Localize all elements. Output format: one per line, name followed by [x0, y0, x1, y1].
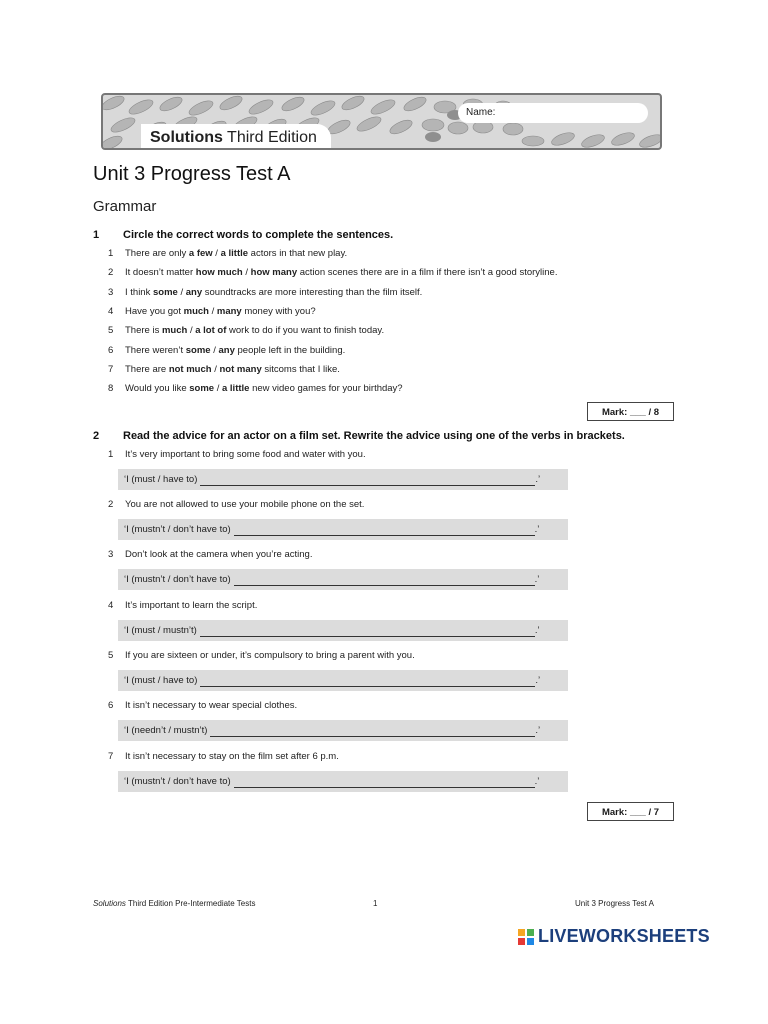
answer-bar	[118, 720, 568, 741]
item-text: It’s important to learn the script.	[125, 600, 258, 611]
item-text-after: money with you?	[241, 306, 316, 317]
brand-bold: Solutions	[150, 129, 223, 146]
question-2-heading	[93, 430, 625, 442]
item-text-after: work to do if you want to finish today.	[226, 325, 385, 336]
answer-prompt: ‘I (mustn’t / don’t have to)	[124, 574, 231, 585]
q2-item	[108, 650, 415, 661]
item-text-before: Have you got	[125, 306, 184, 317]
page-title: Unit 3 Progress Test A	[93, 163, 291, 185]
item-text-before: Would you like	[125, 383, 190, 394]
option-separator: /	[242, 267, 251, 278]
q1-item	[108, 306, 316, 317]
answer-bar	[118, 670, 568, 691]
item-number: 4	[108, 306, 114, 317]
item-number: 5	[108, 325, 114, 336]
item-number: 1	[108, 449, 114, 460]
item-text: Don’t look at the camera when you’re acting.	[125, 549, 313, 560]
option-separator: /	[210, 345, 219, 356]
item-number: 7	[108, 364, 114, 375]
name-label: Name:	[466, 107, 496, 118]
item-number: 1	[108, 248, 114, 259]
option-a[interactable]: not much	[168, 364, 212, 375]
question-number: 1	[93, 229, 100, 241]
item-text-after: new video games for your birthday?	[249, 383, 403, 394]
answer-prompt: ‘I (needn’t / mustn’t)	[124, 725, 208, 736]
option-a[interactable]: much	[183, 306, 209, 317]
name-field[interactable]	[458, 103, 648, 123]
item-text-after: soundtracks are more interesting than the film itself.	[202, 287, 423, 298]
question-instruction: Circle the correct words to complete the sentences.	[123, 229, 394, 241]
item-number: 3	[108, 549, 114, 560]
answer-end: .’	[534, 625, 540, 636]
item-text-before: There is	[125, 325, 162, 336]
item-text-after: sitcoms that I like.	[261, 364, 340, 375]
item-number: 3	[108, 287, 114, 298]
option-b[interactable]: any	[185, 287, 203, 298]
q1-item	[108, 248, 347, 259]
item-text-after: action scenes there are in a film if there isn’t a good storyline.	[297, 267, 558, 278]
option-a[interactable]: some	[189, 383, 215, 394]
item-text-before: There are	[125, 364, 169, 375]
option-b[interactable]: how many	[250, 267, 298, 278]
mark-box-q2: Mark: ___ / 7	[587, 802, 674, 821]
option-a[interactable]: some	[185, 345, 211, 356]
item-number: 2	[108, 499, 114, 510]
item-number: 6	[108, 700, 114, 711]
footer-series: Solutions	[93, 899, 126, 908]
q2-item	[108, 751, 339, 762]
option-separator: /	[187, 325, 196, 336]
q1-item	[108, 345, 345, 356]
answer-line[interactable]	[200, 624, 535, 637]
answer-line[interactable]	[234, 775, 535, 788]
q2-item	[108, 499, 364, 510]
answer-line[interactable]	[200, 473, 535, 486]
item-number: 4	[108, 600, 114, 611]
option-b[interactable]: many	[216, 306, 242, 317]
item-text-before: There weren’t	[125, 345, 186, 356]
footer-right: Unit 3 Progress Test A	[575, 899, 654, 908]
item-text-after: people left in the building.	[234, 345, 346, 356]
option-a[interactable]: some	[153, 287, 178, 298]
option-b[interactable]: a little	[220, 248, 249, 259]
option-b[interactable]: not many	[219, 364, 262, 375]
answer-bar	[118, 519, 568, 540]
answer-line[interactable]	[234, 523, 535, 536]
option-separator: /	[208, 306, 217, 317]
option-separator: /	[211, 364, 220, 375]
q1-item	[108, 287, 422, 298]
answer-end: .’	[534, 524, 540, 535]
answer-prompt: ‘I (must / have to)	[124, 474, 198, 485]
item-text-before: It doesn’t matter	[125, 267, 196, 278]
q2-item	[108, 600, 257, 611]
answer-end: .’	[534, 574, 540, 585]
answer-end: .’	[534, 776, 540, 787]
q2-item	[108, 449, 366, 460]
q1-item	[108, 364, 340, 375]
item-number: 5	[108, 650, 114, 661]
answer-prompt: ‘I (must / have to)	[124, 675, 198, 686]
q1-item	[108, 325, 384, 336]
item-text: It’s very important to bring some food and water with you.	[125, 449, 366, 460]
answer-bar	[118, 771, 568, 792]
answer-prompt: ‘I (mustn’t / don’t have to)	[124, 524, 231, 535]
item-text: It isn’t necessary to stay on the film set after 6 p.m.	[125, 751, 339, 762]
footer-left	[93, 899, 255, 908]
q2-item	[108, 549, 312, 560]
item-text-before: There are only	[125, 248, 189, 259]
answer-line[interactable]	[234, 573, 535, 586]
item-text: It isn’t necessary to wear special clothes.	[125, 700, 298, 711]
item-text: If you are sixteen or under, it’s compulsory to bring a parent with you.	[125, 650, 415, 661]
option-separator: /	[212, 248, 221, 259]
q1-item	[108, 267, 557, 278]
watermark-text: LIVEWORKSHEETS	[538, 926, 710, 946]
answer-line[interactable]	[200, 674, 535, 687]
answer-end: .’	[535, 474, 541, 485]
option-separator: /	[214, 383, 222, 394]
option-separator: /	[177, 287, 186, 298]
item-number: 2	[108, 267, 114, 278]
answer-prompt: ‘I (mustn’t / don’t have to)	[124, 776, 231, 787]
item-text-before: I think	[125, 287, 153, 298]
brand-title	[150, 129, 317, 147]
answer-prompt: ‘I (must / mustn’t)	[124, 625, 197, 636]
item-number: 7	[108, 751, 114, 762]
option-b[interactable]: a little	[222, 383, 250, 394]
option-a[interactable]: how much	[195, 267, 243, 278]
option-b[interactable]: a lot of	[195, 325, 227, 336]
question-instruction: Read the advice for an actor on a film set. Rewrite the advice using one of the verbs in brackets.	[123, 430, 625, 442]
q1-item	[108, 383, 403, 394]
answer-bar	[118, 620, 568, 641]
option-a[interactable]: much	[161, 325, 188, 336]
option-b[interactable]: any	[218, 345, 235, 356]
q2-item	[108, 700, 297, 711]
answer-line[interactable]	[210, 724, 535, 737]
page-number: 1	[373, 899, 378, 908]
item-text-after: actors in that new play.	[248, 248, 348, 259]
brand-rest: Third Edition	[222, 129, 317, 146]
item-text: You are not allowed to use your mobile phone on the set.	[125, 499, 365, 510]
item-number: 8	[108, 383, 114, 394]
option-a[interactable]: a few	[188, 248, 213, 259]
question-1-heading	[93, 229, 393, 241]
footer-title: Third Edition Pre-Intermediate Tests	[125, 899, 256, 908]
question-number: 2	[93, 430, 100, 442]
answer-end: .’	[535, 725, 541, 736]
mark-box-q1: Mark: ___ / 8	[587, 402, 674, 421]
answer-bar	[118, 469, 568, 490]
section-title: Grammar	[93, 198, 157, 215]
answer-bar	[118, 569, 568, 590]
answer-end: .’	[535, 675, 541, 686]
liveworksheets-logo-icon	[518, 929, 534, 945]
item-number: 6	[108, 345, 114, 356]
